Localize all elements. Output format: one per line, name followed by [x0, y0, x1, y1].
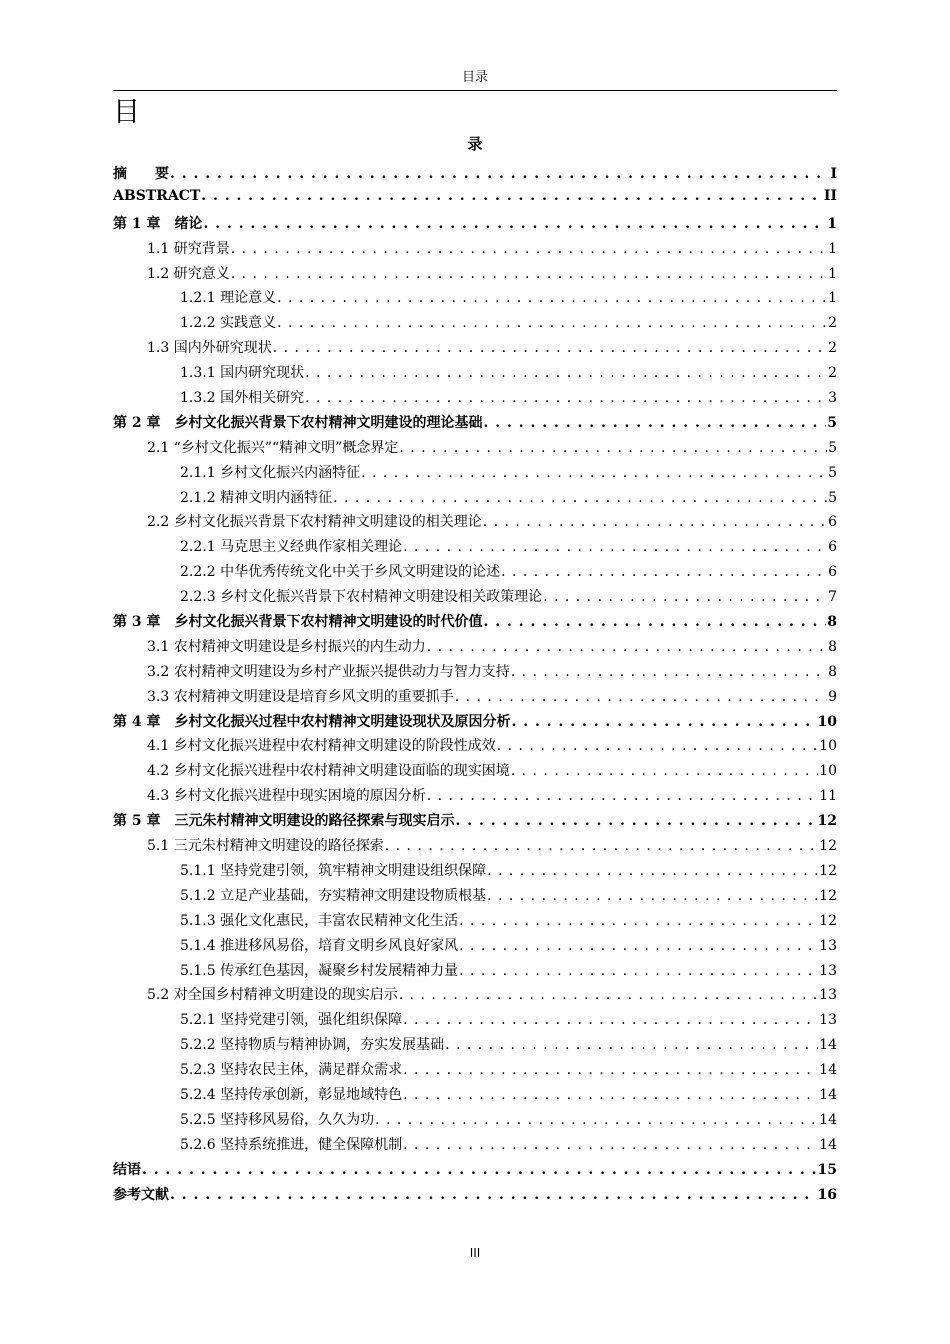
- toc-leader-dots: [403, 1012, 818, 1028]
- toc-leader-dots: [403, 539, 827, 555]
- toc-entry-title: 2.1 “乡村文化振兴”“精神文明”概念界定: [147, 439, 399, 456]
- toc-leader-dots: [427, 788, 818, 804]
- toc-leader-dots: [273, 340, 827, 356]
- toc-entry[interactable]: [113, 1134, 837, 1159]
- toc-entry[interactable]: [113, 885, 837, 910]
- toc-leader-dots: [403, 1137, 818, 1153]
- toc-leader-dots: [375, 1112, 818, 1128]
- toc-entry[interactable]: [113, 586, 837, 611]
- toc-entry[interactable]: [113, 337, 837, 362]
- toc-entry-page: 2: [828, 315, 837, 332]
- toc-entry-title: 1.2 研究意义: [147, 265, 230, 282]
- toc-leader-dots: [501, 564, 827, 580]
- toc-entry-title: 结语: [113, 1161, 141, 1178]
- toc-leader-dots: [385, 838, 818, 854]
- toc-leader-dots: [305, 390, 827, 406]
- toc-entry-page: 12: [819, 862, 837, 879]
- toc-entry-page: 1: [828, 240, 837, 257]
- toc-entry-title: 3.3 农村精神文明建设是培育乡风文明的重要抓手: [147, 688, 454, 705]
- toc-entry[interactable]: [113, 960, 837, 985]
- toc-entry-title: 3.2 农村精神文明建设为乡村产业振兴提供动力与智力支持: [147, 663, 510, 680]
- toc-entry-page: 6: [828, 514, 837, 531]
- toc-leader-dots: [170, 166, 829, 182]
- toc-entry-title: 5.2.4 坚持传承创新，彰显地域特色: [180, 1086, 403, 1103]
- toc-entry-title: 1.3.2 国外相关研究: [180, 390, 305, 407]
- toc-entry-title: 第 4 章 乡村文化振兴过程中农村精神文明建设现状及原因分析: [113, 713, 511, 730]
- toc-entry-title: 5.2.6 坚持系统推进，健全保障机制: [180, 1136, 403, 1153]
- toc-entry-page: 12: [817, 813, 837, 830]
- toc-leader-dots: [142, 1162, 817, 1178]
- toc-entry-title: 5.2.1 坚持党建引领，强化组织保障: [180, 1012, 403, 1029]
- toc-entry-page: 14: [819, 1111, 837, 1128]
- toc-leader-dots: [361, 465, 827, 481]
- toc-entry-title: 2.2.3 乡村文化振兴背景下农村精神文明建设相关政策理论: [180, 589, 543, 606]
- toc-entry-page: 13: [819, 962, 837, 979]
- toc-entry-title: 1.3.1 国内研究现状: [180, 365, 305, 382]
- page-number: III: [469, 1246, 481, 1260]
- toc-heading-first-char: 目: [113, 97, 140, 128]
- toc-leader-dots: [543, 589, 827, 605]
- running-header: 目录: [461, 70, 488, 85]
- toc-leader-dots: [484, 614, 827, 630]
- toc-entry-page: 6: [828, 539, 837, 556]
- toc-entry-page: 7: [828, 589, 837, 606]
- toc-entry-title: 3.1 农村精神文明建设是乡村振兴的内生动力: [147, 638, 426, 655]
- toc-entry-title: 2.2.2 中华优秀传统文化中关于乡风文明建设的论述: [180, 564, 501, 581]
- toc-leader-dots: [201, 188, 823, 204]
- toc-entry-title: 1.2.2 实践意义: [180, 315, 277, 332]
- toc-entry[interactable]: [113, 935, 837, 960]
- toc-entry[interactable]: [113, 835, 837, 860]
- toc-leader-dots: [497, 738, 818, 754]
- toc-entry-page: 1: [828, 290, 837, 307]
- toc-entry-page: 1: [827, 215, 837, 232]
- toc-leader-dots: [403, 1087, 818, 1103]
- toc-entry-title: 5.1.2 立足产业基础，夯实精神文明建设物质根基: [180, 887, 487, 904]
- toc-leader-dots: [487, 888, 818, 904]
- toc-entry[interactable]: [113, 287, 837, 312]
- toc-entry-title: 5.1 三元朱村精神文明建设的路径探索: [147, 838, 384, 855]
- toc-entry-page: 12: [819, 887, 837, 904]
- toc-leader-dots: [456, 813, 817, 829]
- toc-leader-dots: [511, 664, 827, 680]
- toc-leader-dots: [399, 440, 827, 456]
- toc-entry-title: 4.2 乡村文化振兴进程中农村精神文明建设面临的现实困境: [147, 763, 510, 780]
- toc-entry-title: 5.1.5 传承红色基因，凝聚乡村发展精神力量: [180, 962, 459, 979]
- toc-entry-title: 5.2.3 坚持农民主体，满足群众需求: [180, 1062, 403, 1079]
- toc-entry-title: 第 2 章 乡村文化振兴背景下农村精神文明建设的理论基础: [113, 414, 483, 431]
- toc-entry[interactable]: [113, 1009, 837, 1034]
- toc-leader-dots: [484, 415, 827, 431]
- toc-entry-title: 2.2.1 马克思主义经典作家相关理论: [180, 539, 403, 556]
- toc-heading-second-char: 录: [467, 135, 483, 153]
- toc-entry[interactable]: [113, 263, 837, 288]
- toc-entry-page: 16: [817, 1186, 837, 1203]
- toc-entry-page: 12: [819, 912, 837, 929]
- toc-entry-page: I: [830, 166, 837, 182]
- toc-entry-page: 14: [819, 1037, 837, 1054]
- toc-leader-dots: [459, 938, 818, 954]
- toc-entry-page: 14: [819, 1086, 837, 1103]
- toc-entry[interactable]: [113, 163, 837, 188]
- toc-entry[interactable]: [113, 1159, 837, 1184]
- toc-entry-page: 6: [828, 564, 837, 581]
- toc-entry[interactable]: [113, 636, 837, 661]
- toc-entry-page: 14: [819, 1136, 837, 1153]
- toc-entry-page: 13: [819, 1012, 837, 1029]
- toc-entry-page: 15: [817, 1161, 837, 1178]
- toc-entry-title: 5.2 对全国乡村精神文明建设的现实启示: [147, 987, 398, 1004]
- toc-entry[interactable]: [113, 462, 837, 487]
- toc-leader-dots: [483, 514, 827, 530]
- toc-entry-title: ABSTRACT: [113, 187, 201, 204]
- toc-leader-dots: [305, 365, 827, 381]
- toc-entry-page: II: [823, 187, 837, 204]
- toc-entry[interactable]: [113, 1034, 837, 1059]
- toc-entry[interactable]: [113, 188, 837, 213]
- toc-entry-page: 13: [819, 937, 837, 954]
- toc-entry-page: 10: [817, 713, 837, 730]
- toc-entry-page: 13: [819, 987, 837, 1004]
- toc-entry[interactable]: [113, 561, 837, 586]
- toc-entry[interactable]: [113, 760, 837, 785]
- toc-entry-title: 1.3 国内外研究现状: [147, 340, 272, 357]
- toc-leader-dots: [399, 987, 818, 1003]
- toc-entry-title: 5.1.1 坚持党建引领，筑牢精神文明建设组织保障: [180, 862, 487, 879]
- toc-entry[interactable]: [113, 686, 837, 711]
- toc-leader-dots: [231, 266, 827, 282]
- toc-entry-page: 2: [828, 365, 837, 382]
- toc-entry[interactable]: [113, 735, 837, 760]
- toc-leader-dots: [403, 1062, 818, 1078]
- toc-leader-dots: [204, 216, 827, 232]
- toc-entry[interactable]: [113, 1084, 837, 1109]
- toc-entry-page: 12: [819, 838, 837, 855]
- toc-leader-dots: [459, 963, 818, 979]
- toc-entry-page: 8: [827, 614, 837, 631]
- toc-leader-dots: [333, 490, 827, 506]
- toc-entry-page: 8: [828, 638, 837, 655]
- toc-leader-dots: [445, 1037, 818, 1053]
- toc-entry-title: 摘 要: [113, 166, 169, 182]
- toc-entry[interactable]: [113, 312, 837, 337]
- toc-entry-title: 4.1 乡村文化振兴进程中农村精神文明建设的阶段性成效: [147, 738, 496, 755]
- toc-entry[interactable]: [113, 785, 837, 810]
- toc-entry-title: 5.1.4 推进移风易俗，培育文明乡风良好家风: [180, 937, 459, 954]
- header-rule: [113, 90, 837, 91]
- toc-entry-title: 5.1.3 强化文化惠民，丰富农民精神文化生活: [180, 912, 459, 929]
- toc-entry-title: 4.3 乡村文化振兴进程中现实困境的原因分析: [147, 788, 426, 805]
- toc-entry[interactable]: [113, 362, 837, 387]
- toc-entry[interactable]: [113, 1109, 837, 1134]
- toc-leader-dots: [511, 763, 818, 779]
- toc-entry[interactable]: [113, 487, 837, 512]
- toc-entry-title: 2.1.2 精神文明内涵特征: [180, 489, 333, 506]
- toc-entry-page: 10: [819, 763, 837, 780]
- toc-leader-dots: [277, 315, 827, 331]
- toc-entry-page: 11: [819, 788, 837, 805]
- toc-leader-dots: [455, 689, 827, 705]
- table-of-contents: [113, 163, 837, 1208]
- toc-entry[interactable]: [113, 387, 837, 412]
- toc-entry[interactable]: [113, 437, 837, 462]
- toc-entry-page: 14: [819, 1062, 837, 1079]
- toc-entry-title: 1.1 研究背景: [147, 240, 230, 257]
- toc-entry-title: 1.2.1 理论意义: [180, 290, 277, 307]
- toc-entry-page: 5: [828, 439, 837, 456]
- toc-entry-title: 2.1.1 乡村文化振兴内涵特征: [180, 464, 361, 481]
- toc-entry[interactable]: [113, 860, 837, 885]
- toc-leader-dots: [487, 863, 818, 879]
- toc-entry-page: 10: [819, 738, 837, 755]
- toc-entry[interactable]: [113, 810, 837, 835]
- toc-leader-dots: [459, 913, 818, 929]
- toc-entry-page: 2: [828, 340, 837, 357]
- toc-entry[interactable]: [113, 910, 837, 935]
- toc-leader-dots: [427, 639, 827, 655]
- toc-entry-title: 第 5 章 三元朱村精神文明建设的路径探索与现实启示: [113, 813, 455, 830]
- toc-leader-dots: [170, 1187, 817, 1203]
- toc-entry[interactable]: [113, 1059, 837, 1084]
- toc-entry[interactable]: [113, 1184, 837, 1209]
- toc-entry-page: 9: [828, 688, 837, 705]
- toc-entry-title: 5.2.5 坚持移风易俗，久久为功: [180, 1111, 375, 1128]
- toc-entry-page: 5: [828, 489, 837, 506]
- toc-entry-page: 5: [827, 414, 837, 431]
- toc-leader-dots: [277, 290, 827, 306]
- toc-entry[interactable]: [113, 536, 837, 561]
- toc-entry-title: 2.2 乡村文化振兴背景下农村精神文明建设的相关理论: [147, 514, 482, 531]
- toc-entry[interactable]: [113, 238, 837, 263]
- toc-entry-page: 1: [828, 265, 837, 282]
- toc-entry[interactable]: [113, 611, 837, 636]
- toc-entry-page: 8: [828, 663, 837, 680]
- toc-entry[interactable]: [113, 412, 837, 437]
- toc-entry[interactable]: [113, 213, 837, 238]
- toc-leader-dots: [512, 714, 817, 730]
- toc-entry-title: 参考文献: [113, 1186, 169, 1203]
- toc-entry[interactable]: [113, 984, 837, 1009]
- toc-entry-page: 5: [828, 464, 837, 481]
- toc-entry-title: 第 1 章 绪论: [113, 215, 203, 232]
- toc-entry-page: 3: [828, 390, 837, 407]
- toc-entry[interactable]: [113, 661, 837, 686]
- toc-entry-title: 第 3 章 乡村文化振兴背景下农村精神文明建设的时代价值: [113, 614, 483, 631]
- toc-entry[interactable]: [113, 511, 837, 536]
- toc-entry[interactable]: [113, 711, 837, 736]
- toc-entry-title: 5.2.2 坚持物质与精神协调，夯实发展基础: [180, 1037, 445, 1054]
- toc-leader-dots: [231, 241, 827, 257]
